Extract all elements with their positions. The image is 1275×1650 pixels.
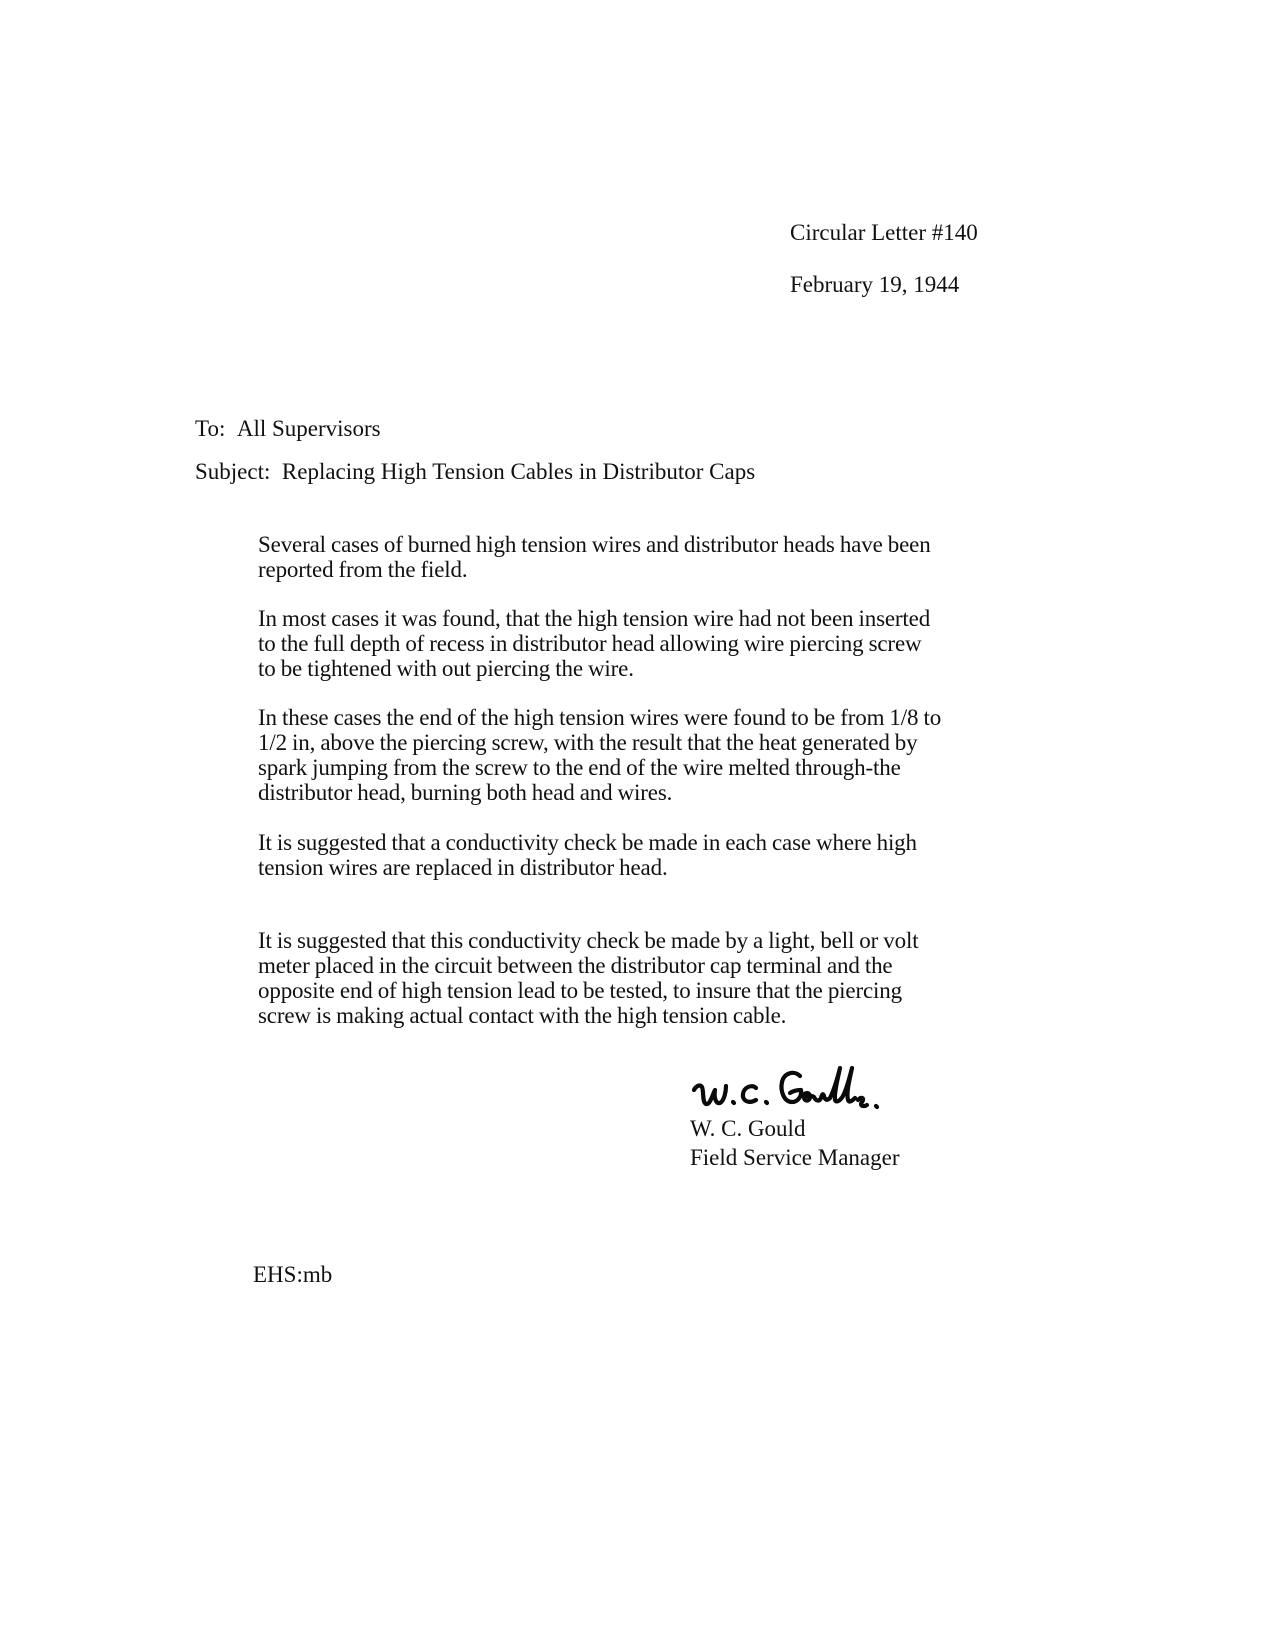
to-line (195, 416, 381, 442)
circular-letter-number: Circular Letter #140 (790, 220, 978, 245)
letter-date: February 19, 1944 (790, 272, 960, 297)
body-paragraph-2: In most cases it was found, that the high tension wire had not been inserted to the full depth of recess in distributor head allowing wire piercing screw to be tightened with out piercing the wire. (258, 606, 931, 681)
subject-line (195, 459, 755, 485)
body-paragraph-4: It is suggested that a conductivity check be made in each case where high tension wires are replaced in distributor head. (258, 830, 917, 880)
typist-initials: EHS:mb (253, 1262, 333, 1287)
to-label: To: (195, 416, 226, 441)
signatory-title: Field Service Manager (690, 1145, 900, 1170)
subject-label: Subject: (195, 459, 271, 484)
body-paragraph-1: Several cases of burned high tension wires and distributor heads have been reported from the field. (258, 532, 931, 582)
subject-value: Replacing High Tension Cables in Distributor Caps (281, 459, 756, 484)
body-paragraph-5: It is suggested that this conductivity check be made by a light, bell or volt meter placed in the circuit between the distributor cap terminal and the opposite end of high tension lead to be tested, to insure that the piercing screw is making actual contact with the high tension cable. (258, 928, 919, 1028)
to-value: All Supervisors (236, 416, 381, 441)
body-paragraph-3: In these cases the end of the high tension wires were found to be from 1/8 to 1/2 in, above the piercing screw, with the result that the heat generated by spark jumping from the screw to the end of the wire melted through-the distributor head, burning both head and wires. (258, 705, 942, 805)
handwritten-signature (688, 1060, 908, 1120)
signatory-name: W. C. Gould (690, 1116, 806, 1141)
